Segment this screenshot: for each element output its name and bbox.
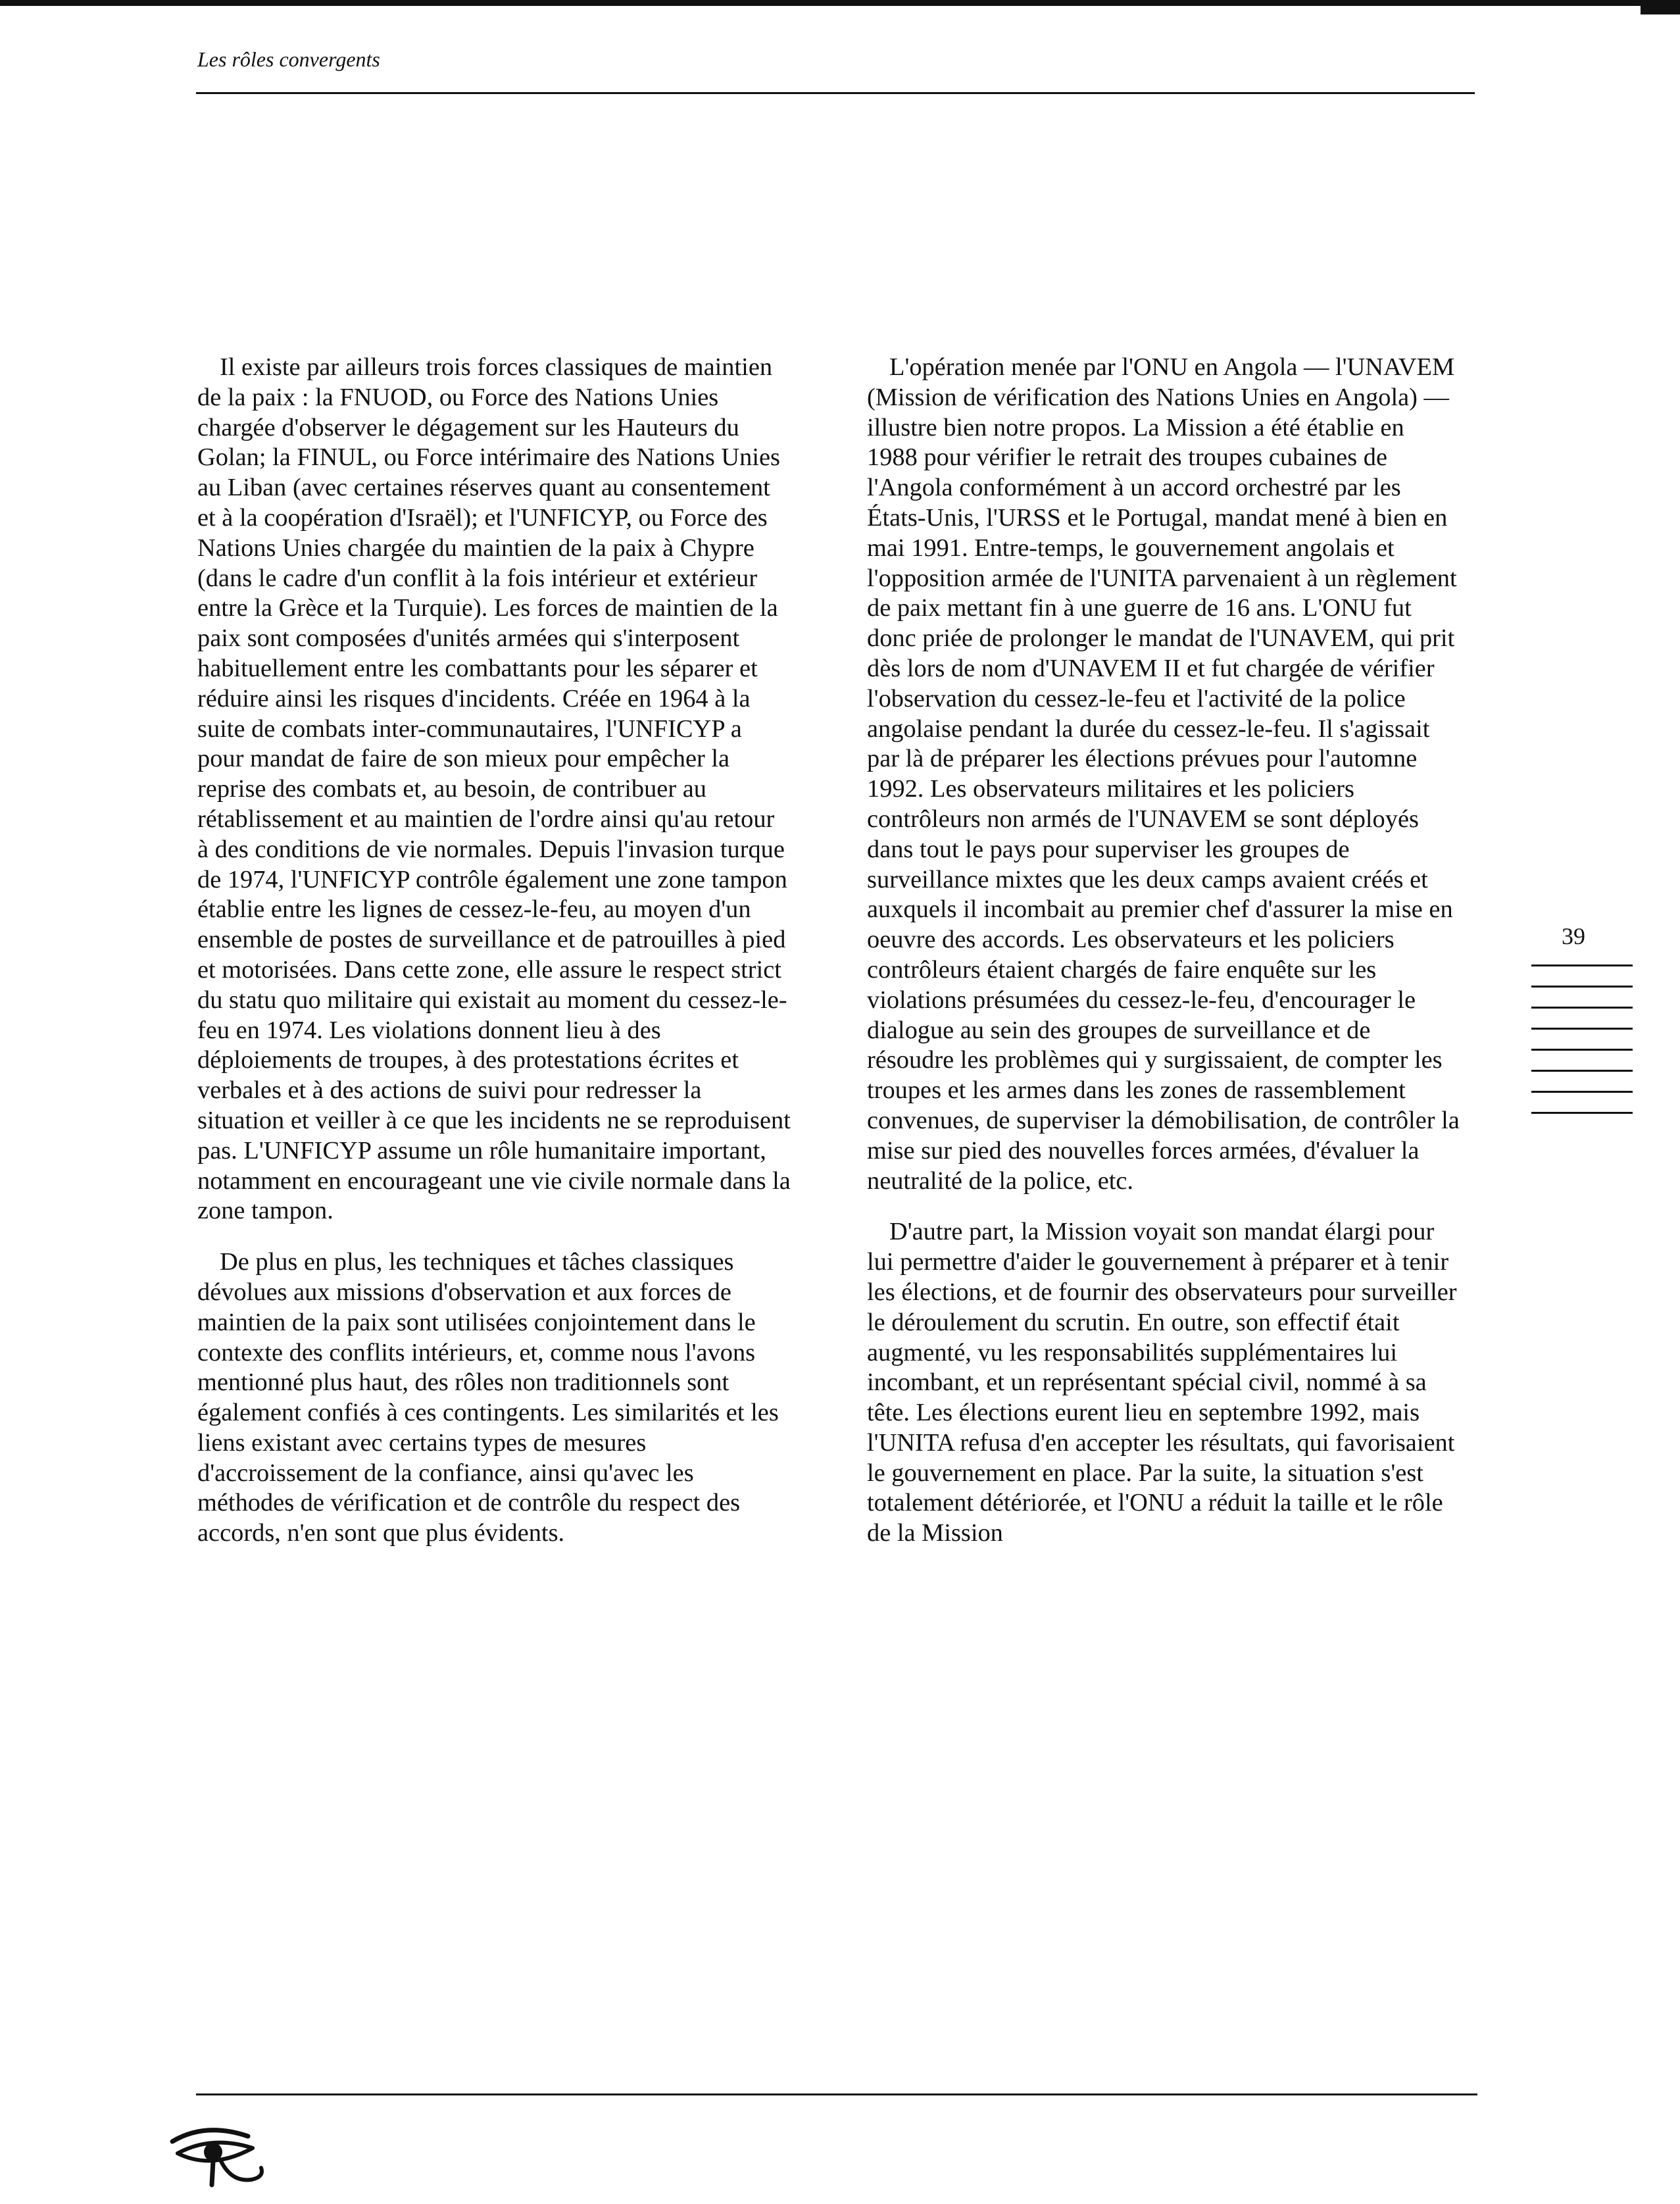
margin-rule-stack [1531, 964, 1633, 1133]
eye-of-horus-icon [166, 2122, 278, 2197]
margin-rule [1531, 1007, 1633, 1009]
right-column [867, 353, 1460, 1570]
footer-rule [196, 2093, 1477, 2095]
paragraph: D'autre part, la Mission voyait son mandat élargi pour lui permettre d'aider le gouvernement à préparer et à tenir les élections, et de fournir des observateurs pour surveiller le déroulement du scrutin. En outre, son effectif était augmenté, vu les responsabilités supplémentaires lui incombant, et un représentant spécial civil, nommé à sa tête. Les élections eurent lieu en septembre 1992, mais l'UNITA refusa d'en accepter les résultats, qui favorisaient le gouvernement en place. Par la suite, la situation s'est totalement détériorée, et l'ONU a réduit la taille et le rôle de la Mission [867, 1218, 1457, 1547]
margin-rule [1531, 964, 1633, 966]
margin-rule [1531, 1028, 1633, 1030]
paragraph: Il existe par ailleurs trois forces classiques de maintien de la paix : la FNUOD, ou Force des Nations Unies chargée d'observer le dégagement sur les Hauteurs du Golan; la FINUL, ou Force intérimaire des Nations Unies au Liban (avec certaines réserves quant au consentement et à la coopération d'Israël); et l'UNFICYP, ou Force des Nations Unies chargée du maintien de la paix à Chypre (dans le cadre d'un conflit à la fois intérieur et extérieur entre la Grèce et la Turquie). Les forces de maintien de la paix sont composées d'unités armées qui s'interposent habituellement entre les combattants pour les séparer et réduire ainsi les risques d'incidents. Créée en 1964 à la suite de combats inter-communautaires, l'UNFICYP a pour mandat de faire de son mieux pour empêcher la reprise des combats et, au besoin, de contribuer au rétablissement et au maintien de l'ordre ainsi qu'au retour à des conditions de vie normales. Depuis l'invasion turque de 1974, l'UNFICYP contrôle également une zone tampon établie entre les lignes de cessez-le-feu, au moyen d'un ensemble de postes de surveillance et de patrouilles à pied et motorisées. Dans cette zone, elle assure le respect strict du statu quo militaire qui existait au moment du cessez-le-feu en 1974. Les violations donnent lieu à des déploiements de troupes, à des protestations écrites et verbales et à des actions de suivi pour redresser la situation et veiller à ce que les incidents ne se reproduisent pas. L'UNFICYP assume un rôle humanitaire important, notamment en encourageant une vie civile normale dans la zone tampon. [197, 353, 791, 1225]
page-number: 39 [1562, 923, 1585, 949]
header-rule [196, 92, 1475, 94]
margin-rule [1531, 1091, 1633, 1093]
margin-rule [1531, 986, 1633, 988]
margin-rule [1531, 1070, 1633, 1072]
margin-rule [1531, 1112, 1633, 1114]
paragraph: L'opération menée par l'ONU en Angola — l'UNAVEM (Mission de vérification des Nations Unies en Angola) — illustre bien notre propos. La Mission a été établie en 1988 pour vérifier le retrait des troupes cubaines de l'Angola conformément à un accord orchestré par les États-Unis, l'URSS et le Portugal, mandat mené à bien en mai 1991. Entre-temps, le gouvernement angolais et l'opposition armée de l'UNITA parvenaient à un règlement de paix mettant fin à une guerre de 16 ans. L'ONU fut donc priée de prolonger le mandat de l'UNAVEM, qui prit dès lors de nom d'UNAVEM II et fut chargée de vérifier l'observation du cessez-le-feu et l'activité de la police angolaise pendant la durée du cessez-le-feu. Il s'agissait par là de préparer les élections prévues pour l'automne 1992. Les observateurs militaires et les policiers contrôleurs non armés de l'UNAVEM se sont déployés dans tout le pays pour superviser les groupes de surveillance mixtes que les deux camps avaient créés et auxquels il incombait au premier chef d'assurer la mise en oeuvre des accords. Les observateurs et les policiers contrôleurs étaient chargés de faire enquête sur les violations présumées du cessez-le-feu, d'encourager le dialogue au sein des groupes de surveillance et de résoudre les problèmes qui y surgissaient, de compter les troupes et les armes dans les zones de rassemblement convenues, de superviser la démobilisation, de contrôler la mise sur pied des nouvelles forces armées, d'évaluer la neutralité de la police, etc. [867, 353, 1460, 1195]
page-top-corner-mark [1641, 0, 1680, 14]
left-column [197, 353, 791, 1570]
page-top-edge [0, 0, 1680, 6]
running-title: Les rôles convergents [197, 47, 380, 71]
paragraph: De plus en plus, les techniques et tâches classiques dévolues aux missions d'observation et aux forces de maintien de la paix sont utilisées conjointement dans le contexte des conflits intérieurs, et, comme nous l'avons mentionné plus haut, des rôles non traditionnels sont également confiés à ces contingents. Les similarités et les liens existant avec certains types de mesures d'accroissement de la confiance, ainsi qu'avec les méthodes de vérification et de contrôle du respect des accords, n'en sont que plus évidents. [197, 1248, 779, 1547]
margin-rule [1531, 1049, 1633, 1051]
